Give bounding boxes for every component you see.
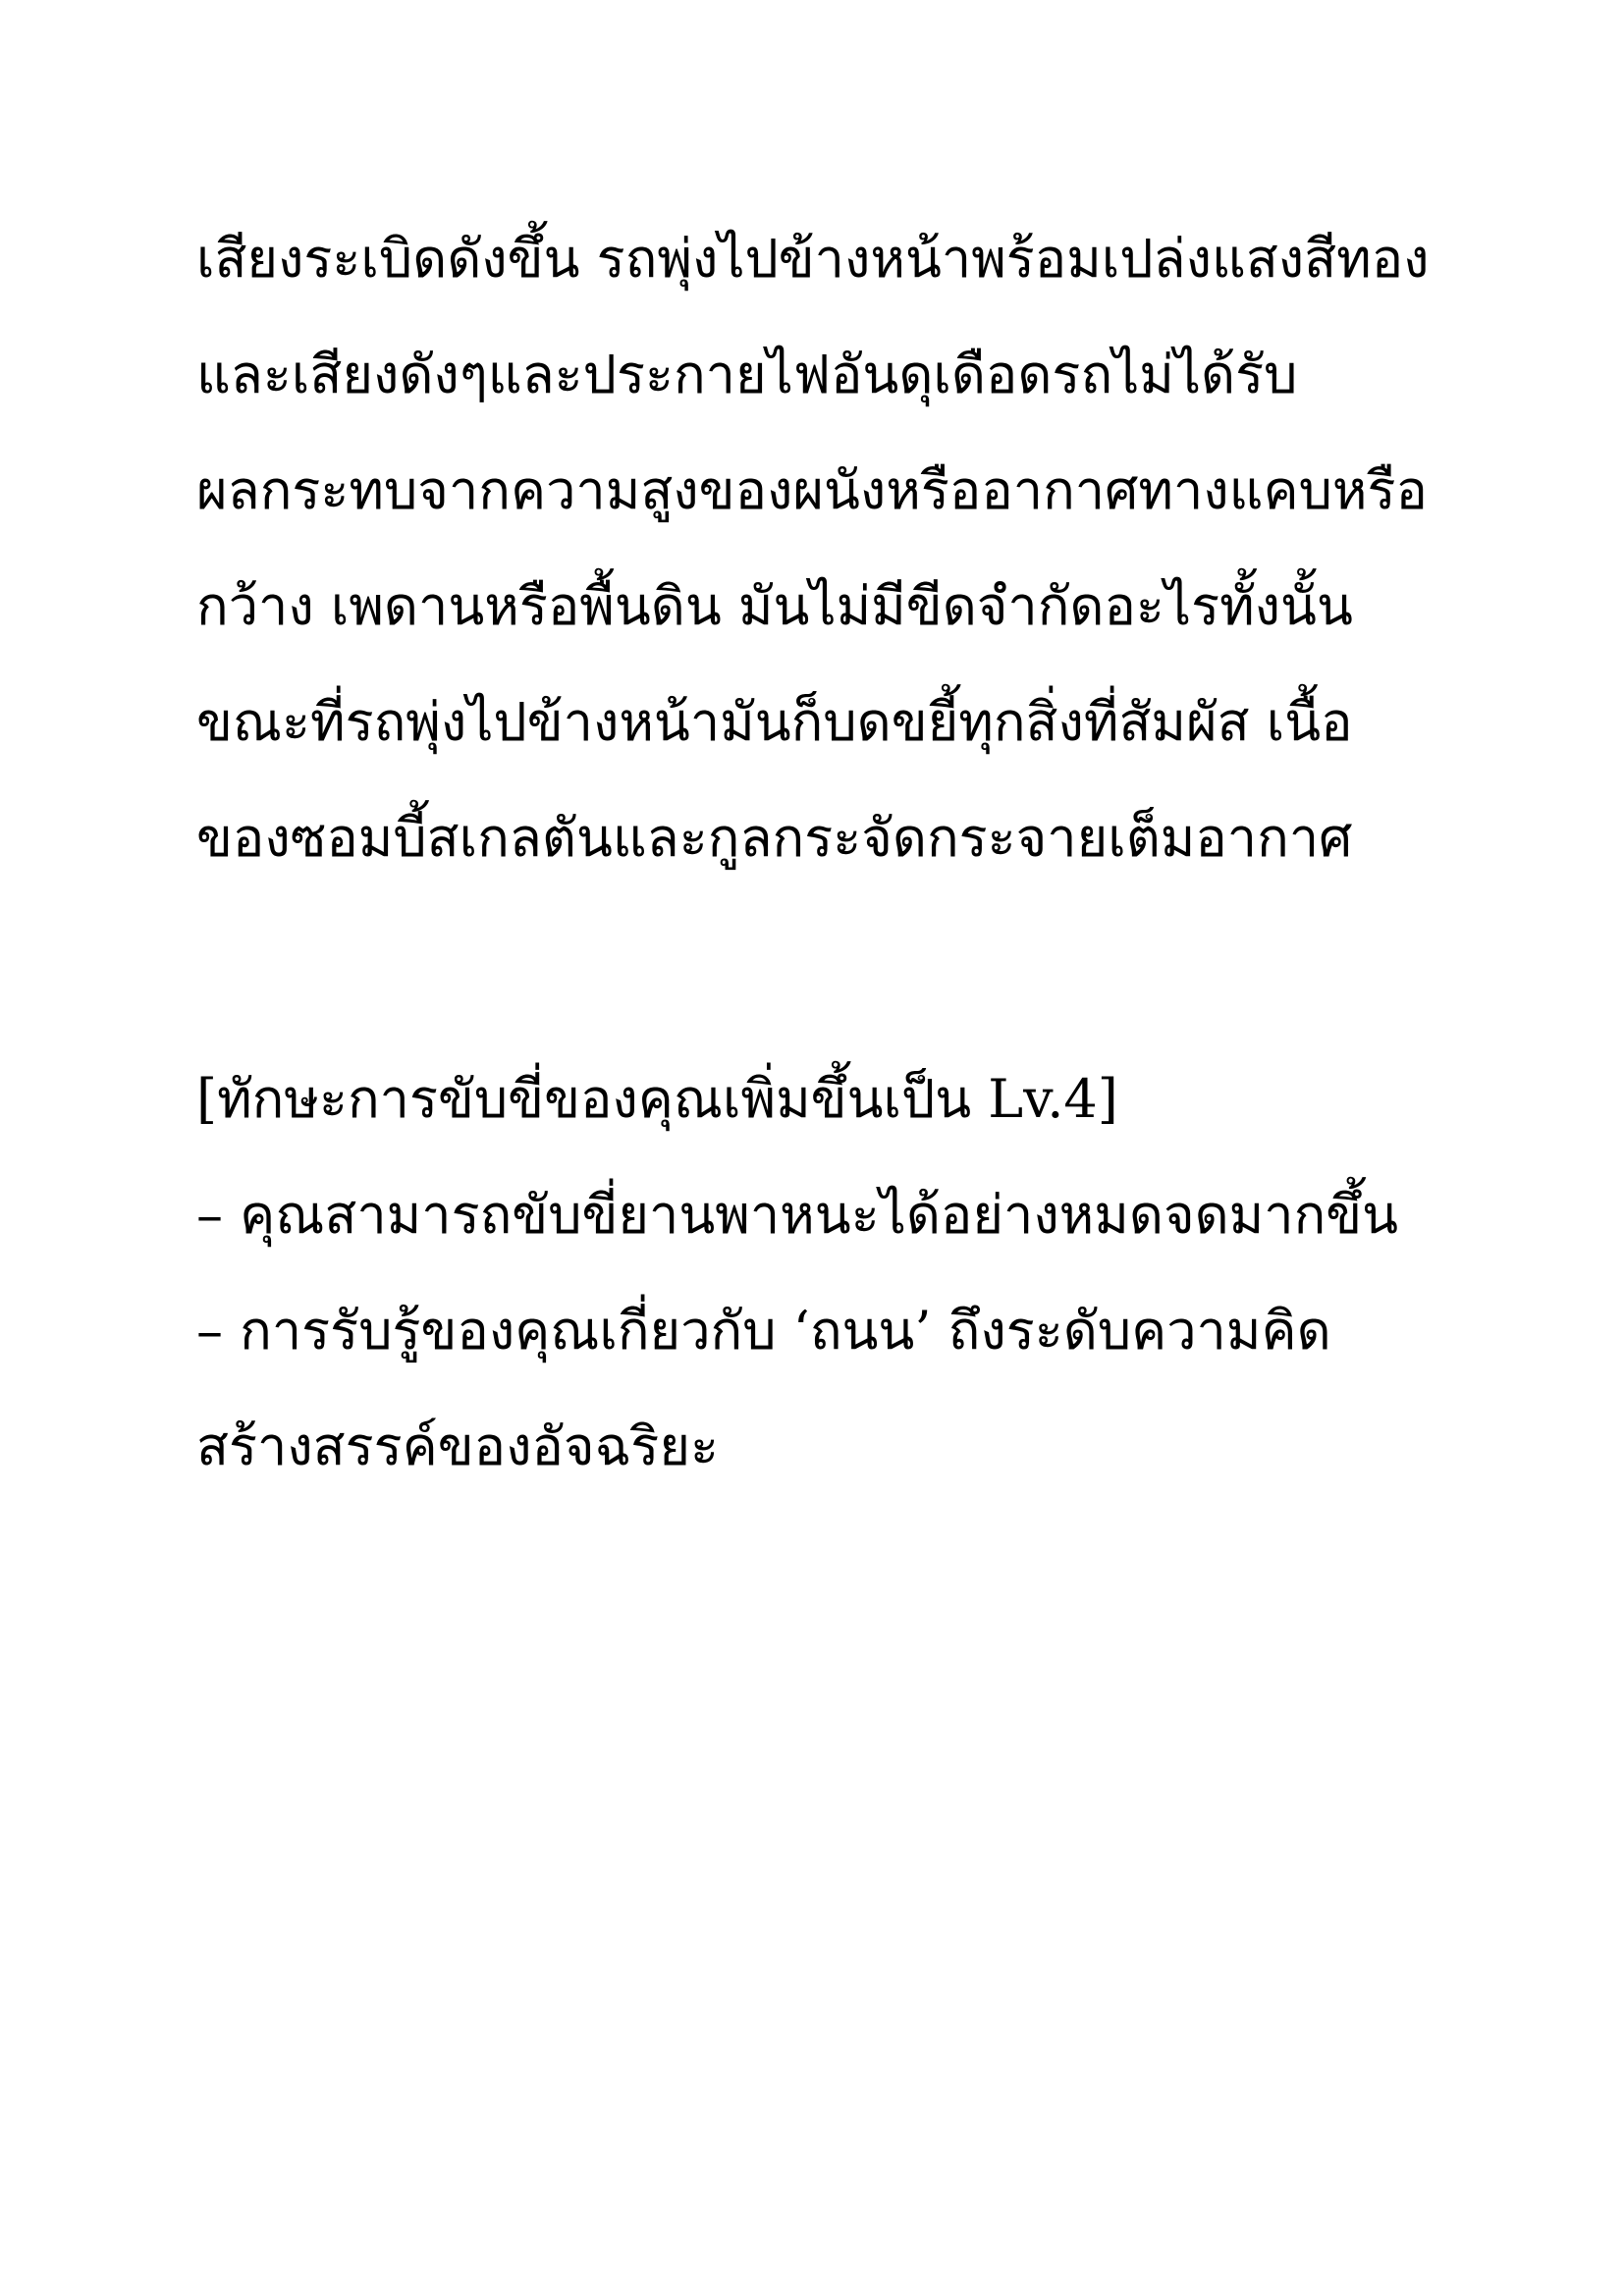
skill-notice [196,1041,1473,1505]
paragraph-line: กว้าง เพดานหรือพื้นดิน มันไม่มีขีดจำกัดอะไรทั้งนั้น [196,575,1353,637]
skill-notice-bullet: – คุณสามารถขับขี่ยานพาหนะได้อย่างหมดจดมากขึ้น [196,1184,1399,1246]
paragraph-spacer [196,896,1473,1041]
document-body [196,201,1473,1505]
skill-notice-header: [ทักษะการขับขี่ของคุณเพิ่มขึ้นเป็น Lv.4] [196,1068,1118,1130]
paragraph-line: และเสียงดังๆและประกายไฟอันดุเดือดรถไม่ได้รับ [196,344,1298,405]
paragraph-line: ขณะที่รถพุ่งไปข้างหน้ามันก็บดขยี้ทุกสิ่งที่สัมผัส เนื้อ [196,691,1353,753]
paragraph-line: ผลกระทบจากความสูงของผนังหรืออากาศทางแคบหรือ [196,459,1428,521]
skill-notice-bullet-continuation: สร้างสรรค์ของอัจฉริยะ [196,1415,719,1477]
skill-notice-bullet: – การรับรู้ของคุณเกี่ยวกับ ‘ถนน’ ถึงระดับความคิด [196,1300,1331,1362]
story-paragraph [196,201,1473,896]
paragraph-line: ของซอมบี้สเกลตันและกูลกระจัดกระจายเต็มอากาศ [196,807,1353,869]
paragraph-line: เสียงระเบิดดังขึ้น รถพุ่งไปข้างหน้าพร้อมเปล่งแสงสีทอง [196,228,1430,290]
